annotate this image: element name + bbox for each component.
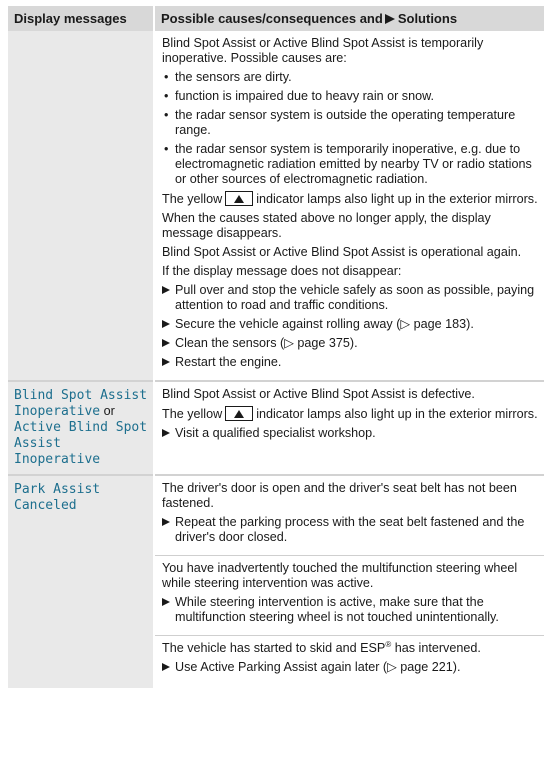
solution-steps	[162, 660, 540, 675]
causes-cell	[154, 31, 544, 381]
cause-text: The vehicle has started to skid and ESP® has intervened.	[162, 639, 481, 655]
solution-steps	[162, 595, 540, 625]
if-text: If the display message does not disappear:	[162, 264, 402, 278]
header-causes-solutions	[154, 6, 544, 31]
lamp-text: The yellow indicator lamps also light up in the exterior mirrors.	[162, 192, 538, 206]
list-item: • the radar sensor system is temporarily inoperative, e.g. due to electromagnetic radiation emitted by nearby TV or radio stations or other sources of electromagnetic radiation.	[164, 142, 532, 186]
bullet-icon: •	[164, 142, 169, 156]
step-arrow-icon	[162, 518, 170, 526]
display-message-blind-spot-inoperative: Blind Spot Assist Inoperative	[14, 388, 148, 419]
header-solutions-text: Solutions	[397, 11, 458, 26]
causes-list	[162, 70, 540, 187]
causes-cell	[154, 475, 544, 556]
bullet-icon: •	[164, 108, 169, 122]
message-cell-empty	[8, 31, 154, 381]
step-arrow-icon	[162, 320, 170, 328]
table-row	[8, 475, 544, 556]
list-item: Use Active Parking Assist again later (▷ page 221).	[162, 660, 540, 675]
solution-steps	[162, 283, 540, 370]
step-arrow-icon	[162, 598, 170, 606]
step-arrow-icon	[162, 339, 170, 347]
solution-arrow-icon	[385, 14, 395, 24]
table-row	[8, 31, 544, 381]
list-item: • the radar sensor system is outside the operating temperature range.	[164, 108, 516, 137]
message-cell	[8, 475, 154, 688]
lamp-text: The yellow indicator lamps also light up in the exterior mirrors.	[162, 407, 538, 421]
operational-text: Blind Spot Assist or Active Blind Spot Assist is operational again.	[162, 245, 522, 259]
step-arrow-icon	[162, 429, 170, 437]
solution-steps	[162, 426, 540, 441]
bullet-icon: •	[164, 70, 169, 84]
step-arrow-icon	[162, 358, 170, 366]
display-messages-table	[8, 6, 544, 688]
cause-text: You have inadvertently touched the multifunction steering wheel while steering intervention was active.	[162, 561, 518, 590]
display-message-active-blind-spot-inoperative: Active Blind Spot Assist Inoperative	[14, 420, 148, 467]
display-message-park-assist-canceled: Park Assist Canceled	[14, 482, 101, 513]
list-item: • function is impaired due to heavy rain or snow.	[164, 89, 435, 103]
list-item: Pull over and stop the vehicle safely as soon as possible, paying attention to road and traffic conditions.	[162, 283, 540, 313]
list-item: While steering intervention is active, make sure that the multifunction steering wheel is not touched unintentionally.	[162, 595, 540, 625]
intro-text: Blind Spot Assist or Active Blind Spot Assist is temporarily inoperative. Possible causes are:	[162, 36, 484, 65]
warning-triangle-lamp-icon	[225, 191, 253, 206]
or-text: or	[103, 404, 115, 418]
list-item: Visit a qualified specialist workshop.	[162, 426, 540, 441]
defective-text: Blind Spot Assist or Active Blind Spot Assist is defective.	[162, 387, 475, 401]
disappear-text: When the causes stated above no longer apply, the display message disappears.	[162, 211, 491, 240]
header-causes-text: Possible causes/consequences and	[161, 11, 383, 26]
table-row	[8, 381, 544, 475]
list-item: Secure the vehicle against rolling away (▷ page 183).	[162, 317, 540, 332]
step-arrow-icon	[162, 663, 170, 671]
header-display-messages: Display messages	[8, 6, 154, 31]
list-item: Repeat the parking process with the seat belt fastened and the driver's door closed.	[162, 515, 540, 545]
list-item: • the sensors are dirty.	[164, 70, 292, 84]
list-item: Restart the engine.	[162, 355, 540, 370]
causes-cell	[154, 556, 544, 636]
causes-cell	[154, 381, 544, 475]
step-arrow-icon	[162, 286, 170, 294]
list-item: Clean the sensors (▷ page 375).	[162, 336, 540, 351]
warning-triangle-lamp-icon	[225, 406, 253, 421]
message-cell	[8, 381, 154, 475]
table-header-row	[8, 6, 544, 31]
cause-text: The driver's door is open and the driver's seat belt has not been fastened.	[162, 481, 517, 510]
bullet-icon: •	[164, 89, 169, 103]
solution-steps	[162, 515, 540, 545]
registered-mark: ®	[385, 639, 392, 649]
causes-cell	[154, 636, 544, 689]
